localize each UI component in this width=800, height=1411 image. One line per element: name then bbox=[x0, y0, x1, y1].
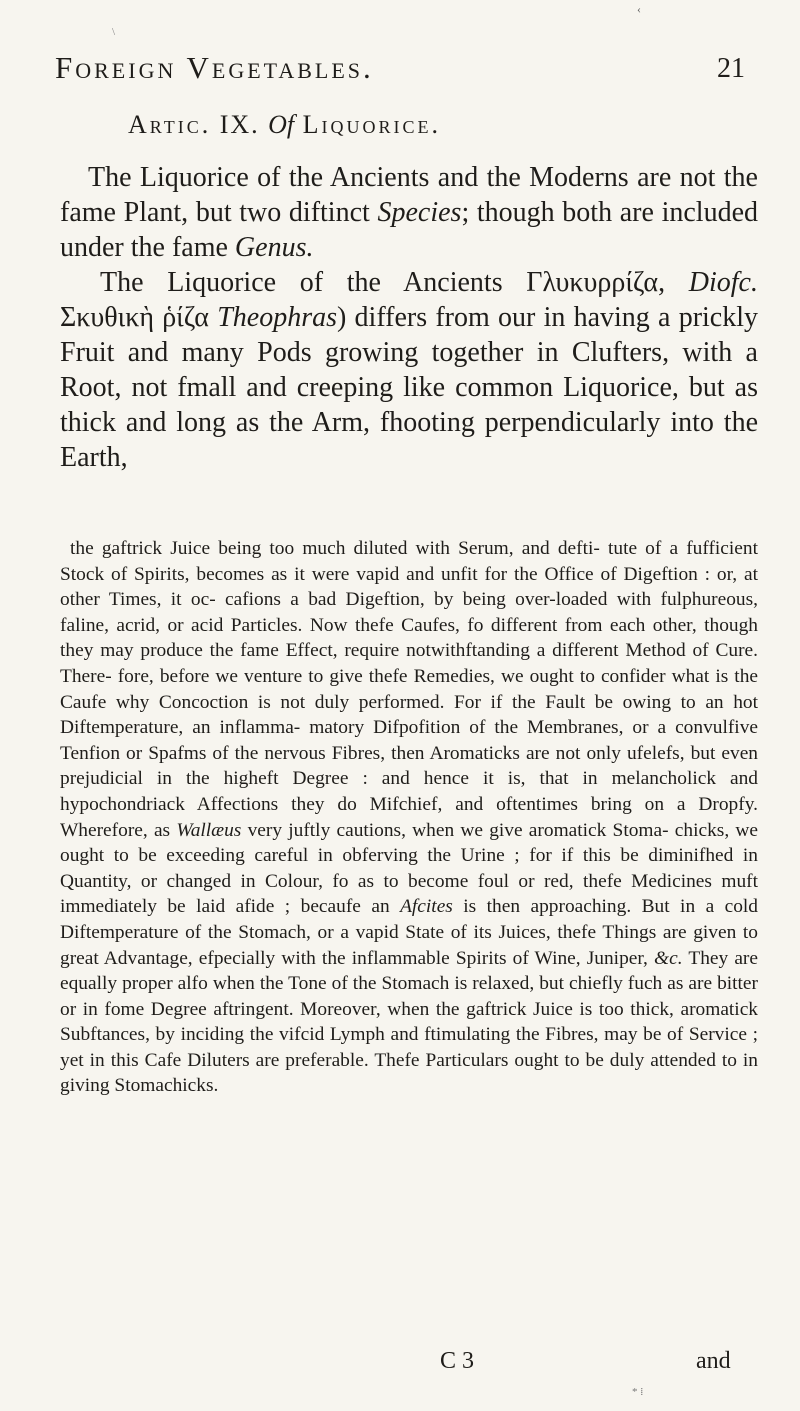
text-run: ; though both are included under the fame bbox=[60, 197, 759, 263]
article-subject: Liquorice. bbox=[302, 110, 442, 139]
text-run-italic: Species bbox=[377, 197, 462, 228]
text-run-italic: Afcites bbox=[400, 896, 453, 918]
text-run: The Liquorice of the Ancients Γλυκυρρίζα, bbox=[100, 267, 689, 298]
text-run: very juftly cautions, when we give aromatick Stoma- chicks, we ought to be exceeding careful in obferving the Urine ; for if this be diminifhed in Quantity, or changed in Colour, fo as to become foul or red, thefe Medicines muft immediately be laid afide ; becaufe an bbox=[60, 819, 758, 918]
text-run-italic: &c. bbox=[654, 947, 683, 969]
text-run: They are equally proper alfo when the Tone of the Stomach is relaxed, but chiefly fuch as are bitter or in fome Degree aftringent. Moreover, when the gaftrick Juice is too thick, aromatick Subftances, by inciding the vifcid Lymph and ftimulating the Fibres, may be of Service ; yet in this Cafe Diluters are preferable. Thefe Particulars ought to be duly attended to in giving Stomachicks. bbox=[60, 947, 758, 1097]
page-number: 21 bbox=[717, 53, 745, 84]
margin-mark: ‹ bbox=[637, 2, 641, 16]
margin-mark: \ bbox=[112, 26, 116, 38]
catchword: and bbox=[696, 1348, 731, 1374]
article-heading bbox=[128, 110, 441, 140]
article-number: IX. bbox=[219, 110, 260, 139]
text-run-italic: Wallæus bbox=[176, 819, 242, 841]
text-run: The Liquorice of the Ancients and the Moderns are not the fame Plant, but two diftinct bbox=[60, 162, 758, 228]
running-head bbox=[55, 50, 745, 94]
text-run-italic: Diofc. bbox=[688, 267, 758, 298]
text-run-italic: Genus. bbox=[234, 232, 314, 263]
footnote-paragraph bbox=[60, 536, 758, 1099]
main-text bbox=[60, 160, 758, 475]
text-run: ) differs from our in having a prickly Fruit and many Pods growing together in Clufters, with a Root, not fmall and creeping like common Liquorice, but as thick and long as the Arm, fhooting perpendicularly into the Earth, bbox=[60, 302, 758, 473]
text-run-italic: Theophras bbox=[217, 302, 337, 333]
running-head-title: Foreign Vegetables. bbox=[55, 50, 374, 85]
text-run: is then approaching. But in a cold Diftemperature of the Stomach, or a vapid State of its Juices, thefe Things are given to great Advantage, efpecially with the inflammable Spirits of Wine, Juniper, bbox=[60, 896, 759, 969]
margin-mark: * ⁞ bbox=[632, 1386, 644, 1398]
text-run: the gaftrick Juice being too much diluted with Serum, and defti- tute of a fufficient Stock of Spirits, becomes as it were vapid and unfit for the Office of Digeftion : or, at other Times, it oc- cafions a bad Digeftion, by being over-loaded with fulphureous, faline, acrid, or acid Particles. Now thefe Caufes, fo different from each other, though they may produce the fame Effect, require notwithftanding a different Method of Cure. There- fore, before we venture to give thefe Remedies, we ought to confider what is the Caufe why Concoction is not duly performed. For if the Fault be owing to an hot Diftemperature, an inflamma- matory Difpofition of the Membranes, or a convulfive Tenfion or Spafms of the nervous Fibres, then Aromaticks are not only ufelefs, but even prejudicial in the higheft Degree : and hence it is, that in melancholick and hypochondriack Affections they do Mifchief, and oftentimes bring on a Dropfy. Wherefore, as bbox=[60, 538, 758, 841]
article-label: Artic. bbox=[128, 110, 212, 139]
footnote-text bbox=[60, 536, 758, 1099]
main-paragraph bbox=[60, 160, 758, 265]
main-paragraph bbox=[60, 265, 758, 475]
text-run: Σκυθικὴ ῥίζα bbox=[60, 302, 218, 333]
article-of: Of bbox=[268, 110, 295, 139]
signature-mark: C 3 bbox=[440, 1348, 475, 1374]
